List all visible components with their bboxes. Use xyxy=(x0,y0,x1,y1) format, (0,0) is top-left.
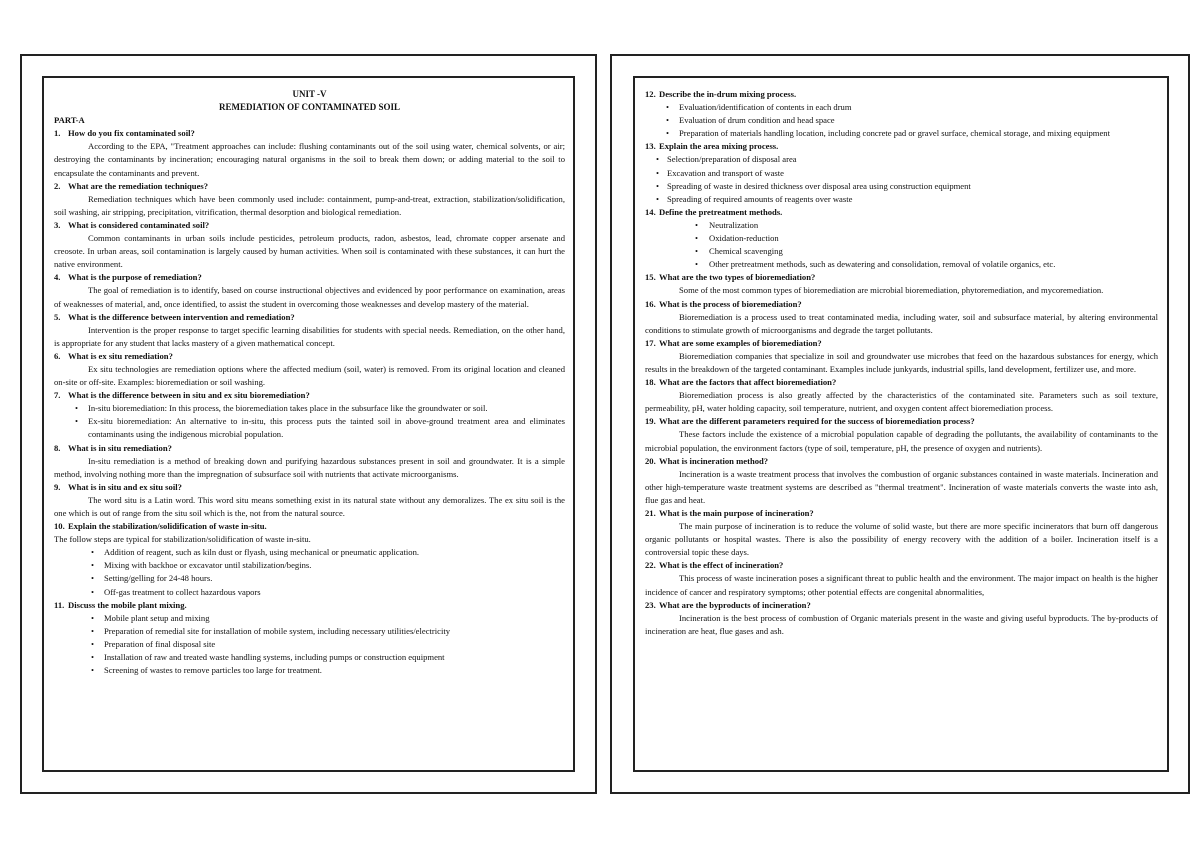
question-2: 2. What are the remediation techniques? xyxy=(54,180,209,191)
right-page-content xyxy=(645,88,1158,638)
answer-15: Some of the most common types of bioremediation are microbial bioremediation, phytoremediation, and mycoremediation. xyxy=(679,285,1104,296)
question-1: 1. How do you fix contaminated soil? xyxy=(54,128,195,139)
list-item: • Chemical scavenging xyxy=(645,245,1158,258)
list-item: • Addition of reagent, such as kiln dust or flyash, using mechanical or pneumatic application. xyxy=(54,546,565,559)
question-12: 12. Describe the in-drum mixing process. xyxy=(645,89,797,99)
list-item: • Oxidation-reduction xyxy=(645,232,1158,245)
answer-9: The word situ is a Latin word. This word situ means something exist in its natural state without any demoralizes. The ex situ soil is the one which is out of range from the situ soil which is the, not from the natural source. xyxy=(54,494,565,518)
list-item: • Spreading of waste in desired thickness over disposal area using construction equipment xyxy=(653,180,1158,193)
answer-18: Bioremediation process is also greatly affected by the characteristics of the contaminated site. Parameters such as soil texture, permeability, pH, water holding capacity, soil temperature, nutrient, and oxygen content affect bioremediation process. xyxy=(645,390,1158,414)
list-item: • Screening of wastes to remove particles too large for treatment. xyxy=(54,664,565,677)
list-item: • Off-gas treatment to collect hazardous vapors xyxy=(54,586,565,599)
part-heading: PART-A xyxy=(54,115,85,126)
question-3: 3. What is considered contaminated soil? xyxy=(54,219,210,230)
answer-1: According to the EPA, "Treatment approaches can include: flushing contaminants out of the soil using water, chemical solvents, or air; destroying the contaminants by incineration; encouraging natural organisms in the soil to break them down; or adding material to the soil to encapsulate the contaminants and prevent. xyxy=(54,141,565,178)
list-item: • Setting/gelling for 24-48 hours. xyxy=(54,572,565,585)
list-item: • Mobile plant setup and mixing xyxy=(54,612,565,625)
list-item: • Ex-situ bioremediation: An alternative to in-situ, this process puts the tainted soil in above-ground treatment area and eliminates contaminants using the indigenous microbial population. xyxy=(54,415,565,441)
question-16: 16. What is the process of bioremediation? xyxy=(645,298,802,309)
list-item: • Evaluation of drum condition and head space xyxy=(645,114,1158,127)
question-6: 6. What is ex situ remediation? xyxy=(54,350,173,361)
document-title: REMEDIATION OF CONTAMINATED SOIL xyxy=(219,102,400,113)
answer-21: The main purpose of incineration is to reduce the volume of solid waste, but there are more specific incinerators that burn off dangerous organic pollutants or hospital wastes. There is also the possibility of energy recovery with the addition of a boiler. Incineration itself is a controversial topic these days. xyxy=(645,521,1158,558)
answer-10-intro: The follow steps are typical for stabilization/solidification of waste in-situ. xyxy=(54,534,311,545)
question-23: 23. What are the byproducts of incineration? xyxy=(645,599,811,610)
question-11: 11. Discuss the mobile plant mixing. xyxy=(54,599,187,610)
question-15: 15. What are the two types of bioremediation? xyxy=(645,272,816,283)
question-14: 14. Define the pretreatment methods. xyxy=(645,206,783,217)
answer-6: Ex situ technologies are remediation options where the affected medium (soil, water) is removed. From its original location and cleaned on-site or off-site. Examples: bioremediation or soil washing. xyxy=(54,363,565,388)
question-5: 5. What is the difference between intervention and remediation? xyxy=(54,311,295,322)
list-item: • Evaluation/identification of contents in each drum xyxy=(645,101,1158,114)
answer-14-list xyxy=(645,219,1158,271)
answer-4: The goal of remediation is to identify, based on course instructional objectives and evidenced by poor performance on examination, areas of weaknesses of material, and, once identified, to assist the student in overcoming those weaknesses and develop mastery of the material. xyxy=(54,285,565,309)
unit-title: UNIT -V xyxy=(292,89,327,99)
question-18: 18. What are the factors that affect bioremediation? xyxy=(645,377,837,388)
list-item: • Preparation of materials handling location, including concrete pad or gravel surface, chemical storage, and mixing equipment xyxy=(645,127,1158,140)
question-20: 20. What is incineration method? xyxy=(645,455,769,466)
answer-5: Intervention is the proper response to target specific learning disabilities for students with special needs. Remediation, on the other hand, is appropriate for any student that lacks mastery of a given mathematical concept. xyxy=(54,324,565,348)
question-8: 8. What is in situ remediation? xyxy=(54,442,172,453)
list-item: • Mixing with backhoe or excavator until stabilization/begins. xyxy=(54,559,565,572)
question-10: 10. Explain the stabilization/solidification of waste in-situ. xyxy=(54,521,267,532)
answer-22: This process of waste incineration poses a significant threat to public health and the environment. The major impact on health is the higher incidence of cancer and respiratory symptoms; other potential effects are congenital abnormalities, xyxy=(645,573,1158,597)
answer-10-list xyxy=(54,546,565,598)
answer-2: Remediation techniques which have been commonly used include: containment, pump-and-treat, extraction, stabilization/solidification, soil washing, air stripping, precipitation, vitrification, thermal desorption and biological remediation. xyxy=(54,193,565,217)
answer-12-list xyxy=(645,101,1158,140)
question-7: 7. What is the difference between in situ and ex situ bioremediation? xyxy=(54,390,310,401)
list-item: • Installation of raw and treated waste handling systems, including pumps or construction equipment xyxy=(54,651,565,664)
left-page-content xyxy=(54,88,565,677)
list-item: • Preparation of final disposal site xyxy=(54,638,565,651)
answer-13-list xyxy=(645,153,1158,205)
answer-20: Incineration is a waste treatment process that involves the combustion of organic substances contained in waste materials. Incineration and other high-temperature waste treatment systems are described as "thermal treatment". Incineration of waste materials converts the waste into ash, flue gas and heat. xyxy=(645,468,1158,505)
answer-16: Bioremediation is a process used to treat contaminated media, including water, soil and subsurface material, by altering environmental conditions to stimulate growth of microorganisms and degrade the target pollutants. xyxy=(645,311,1158,335)
answer-3: Common contaminants in urban soils include pesticides, petroleum products, radon, asbestos, lead, chromate copper arsenate and creosote. In urban areas, soil contamination is largely caused by human activities. When soil is contaminated with these substances, it can hurt the native environment. xyxy=(54,233,565,270)
list-item: • Selection/preparation of disposal area xyxy=(653,153,1158,166)
question-13: 13. Explain the area mixing process. xyxy=(645,141,779,152)
list-item: • Other pretreatment methods, such as dewatering and consolidation, removal of volatile organics, etc. xyxy=(645,258,1158,271)
answer-7-list xyxy=(54,402,565,441)
list-item: • Preparation of remedial site for installation of mobile system, including necessary utilities/electricity xyxy=(54,625,565,638)
answer-19: These factors include the existence of a microbial population capable of degrading the pollutants, the availability of contaminants to the microbial population, the environment factors (type of soil, temperature, pH, the presence of oxygen and nutrients). xyxy=(645,429,1158,453)
answer-8: In-situ remediation is a method of breaking down and purifying hazardous substances present in soil and groundwater. It is a simple method, involving nothing more than the impregnation of subsurface soil with nutrients that activate microorganisms. xyxy=(54,455,565,479)
answer-17: Bioremediation companies that specialize in soil and groundwater use microbes that feed on the hazardous substances for energy, which results in the breakdown of the targeted contaminant. Examples include junkyards, industrial spills, land development, fertilizer use, and more. xyxy=(645,350,1158,374)
answer-23: Incineration is the best process of combustion of Organic materials present in the waste and giving useful byproducts. The by-products of incineration are heat, flue gases and ash. xyxy=(645,612,1158,636)
answer-11-list xyxy=(54,612,565,677)
question-9: 9. What is in situ and ex situ soil? xyxy=(54,481,182,492)
question-22: 22. What is the effect of incineration? xyxy=(645,560,784,571)
question-19: 19. What are the different parameters required for the success of bioremediation process? xyxy=(645,416,975,427)
question-17: 17. What are some examples of bioremediation? xyxy=(645,337,822,348)
list-item: • Neutralization xyxy=(645,219,1158,232)
question-21: 21. What is the main purpose of incineration? xyxy=(645,508,814,518)
list-item: • In-situ bioremediation: In this process, the bioremediation takes place in the subsurface like the groundwater or soil. xyxy=(54,402,565,415)
question-4: 4. What is the purpose of remediation? xyxy=(54,272,202,283)
list-item: • Spreading of required amounts of reagents over waste xyxy=(653,193,1158,206)
list-item: • Excavation and transport of waste xyxy=(653,167,1158,180)
